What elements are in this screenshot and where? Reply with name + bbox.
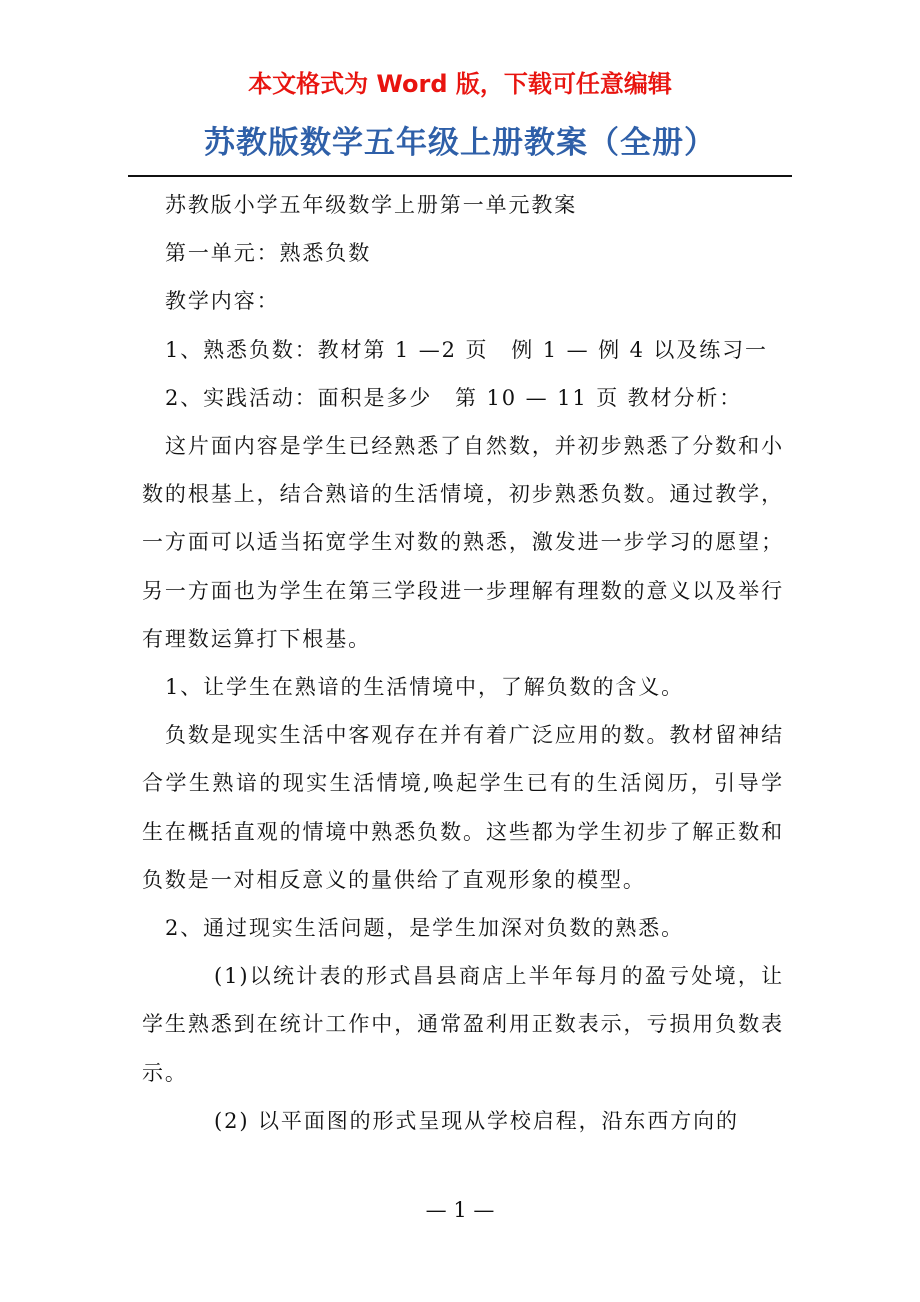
page-number: — 1 — — [425, 1198, 495, 1222]
paragraph-point-2: (2) 以平面图的形式呈现从学校启程，沿东西方向的 — [214, 1108, 739, 1133]
document-body — [142, 181, 784, 1145]
paragraph-point-1: (1)以统计表的形式昌县商店上半年每月的盈亏处境，让学生熟悉到在统计工作中，通常盈利用正数表示，亏损用负数表示。 — [142, 964, 784, 1085]
paragraph-item-1: 1、熟悉负数：教材第 1 —2 页 例 1 — 例 4 以及练习一 — [165, 337, 768, 362]
paragraph-unit-title: 第一单元：熟悉负数 — [165, 241, 372, 266]
format-notice: 本文格式为 Word 版，下载可任意编辑 — [248, 70, 672, 98]
paragraph-goal-2: 2、通过现实生活问题，是学生加深对负数的熟悉。 — [165, 916, 685, 941]
paragraph-goal-1: 1、让学生在熟谙的生活情境中，了解负数的含义。 — [165, 675, 685, 700]
paragraph-unit-heading: 苏教版小学五年级数学上册第一单元教案 — [165, 193, 578, 217]
paragraph-item-2: 2、实践活动：面积是多少 第 10 — 11 页 教材分析： — [165, 385, 743, 410]
paragraph-content-label: 教学内容： — [165, 289, 280, 314]
paragraph-analysis: 这片面内容是学生已经熟悉了自然数，并初步熟悉了分数和小数的根基上，结合熟谙的生活情境，初步熟悉负数。通过教学，一方面可以适当拓宽学生对数的熟悉，激发进一步学习的愿望；另一方面也为学生在第三学段进一步理解有理数的意义以及举行有理数运算打下根基。 — [142, 434, 784, 651]
paragraph-negative-numbers: 负数是现实生活中客观存在并有着广泛应用的数。教材留神结合学生熟谙的现实生活情境,唤起学生已有的生活阅历，引导学生在概括直观的情境中熟悉负数。这些都为学生初步了解正数和负数是一对相反意义的量供给了直观形象的模型。 — [142, 723, 784, 892]
document-title: 苏教版数学五年级上册教案（全册） — [204, 125, 716, 161]
title-divider — [128, 175, 792, 177]
